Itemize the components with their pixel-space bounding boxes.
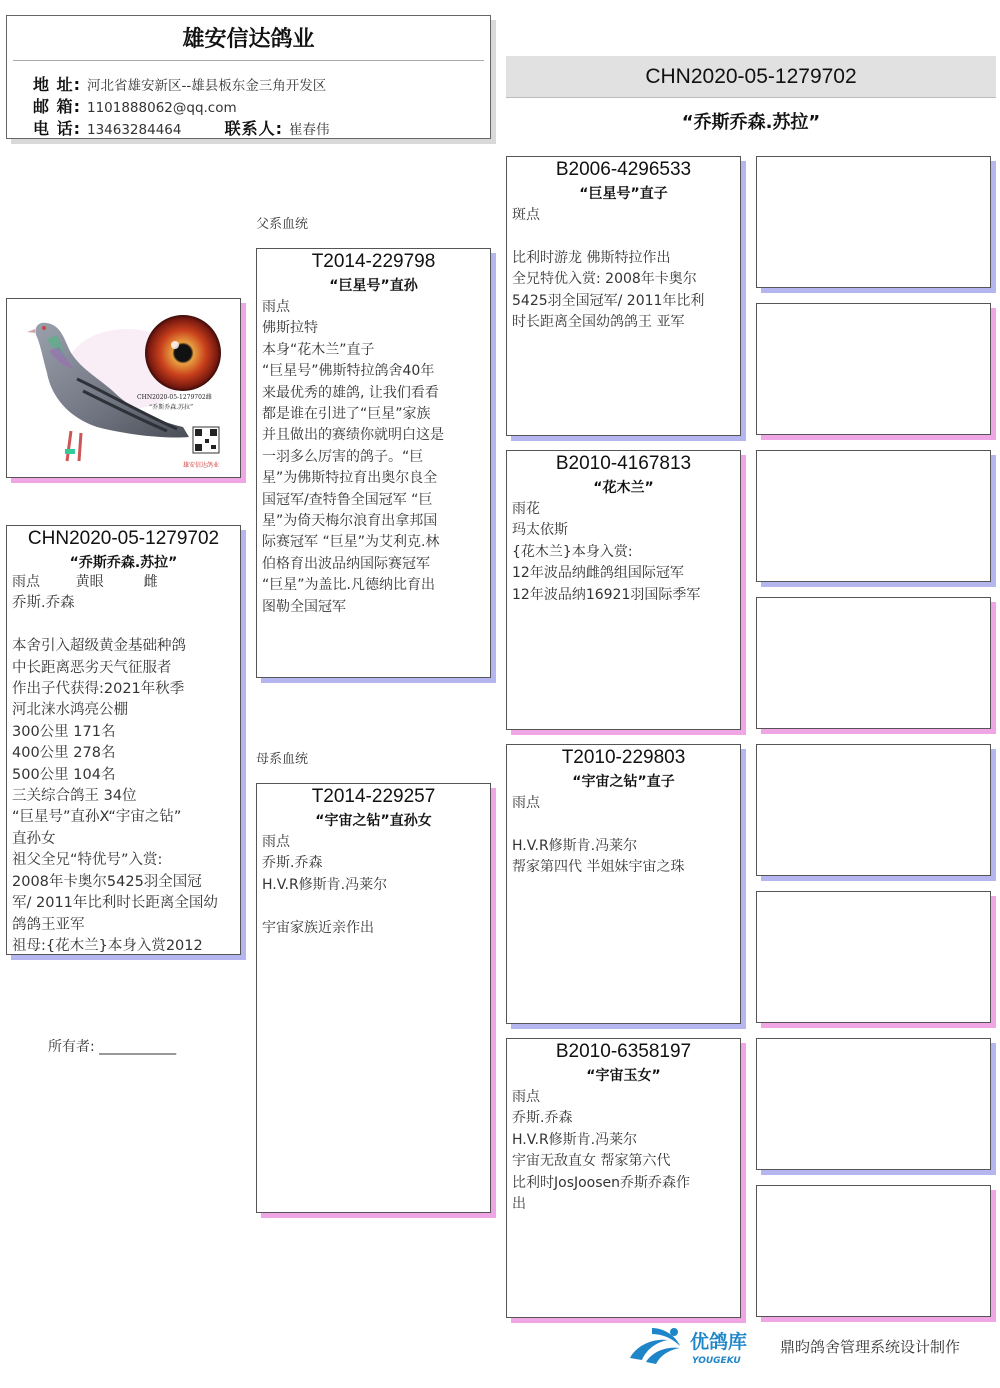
ggp-card-1 bbox=[756, 156, 991, 288]
subject-banner bbox=[506, 56, 996, 98]
pigeon-photo bbox=[7, 299, 241, 478]
ggp-card-2 bbox=[756, 303, 991, 435]
pigeon-photo-card bbox=[6, 298, 241, 478]
contact-value: 崔春伟 bbox=[288, 122, 330, 138]
pigeon-swirl-icon bbox=[622, 1318, 767, 1370]
sire-dam-card bbox=[506, 450, 741, 730]
footer-credit: 鼎昀鸽舍管理系统设计制作 bbox=[780, 1338, 961, 1356]
breeder-info-card bbox=[6, 15, 491, 139]
subject-name: “乔斯乔森.苏拉” bbox=[681, 112, 821, 133]
address-row bbox=[33, 72, 326, 95]
header-divider bbox=[13, 60, 484, 61]
yougeku-logo bbox=[622, 1318, 767, 1370]
photo-caption-name: “乔斯乔森.苏拉” bbox=[149, 404, 194, 411]
email-value[interactable]: 1101888062@qq.com bbox=[86, 100, 237, 116]
sire-card bbox=[256, 248, 491, 678]
address-value: 河北省雄安新区--雄县板东金三角开发区 bbox=[86, 78, 327, 94]
dam-sire-card bbox=[506, 744, 741, 1024]
photo-brand: 雄安信达鸽业 bbox=[183, 462, 220, 469]
dam-dam-ring: B2010-6358197 bbox=[555, 1041, 692, 1062]
sire-text: 雨点 佛斯拉特 本身“花木兰”直子 “巨星号”佛斯特拉鸽舍40年 来最优秀的雄鸽, 让我们看看 都是谁在引进了“巨星”家族 并且做出的赛绩你就明白这是 一羽多么厉害的鸽子。“巨 星”为佛斯特拉育出奥尔良全 国冠军/查特鲁全国冠军 “巨 星”为倚天梅尔浪育出拿邦国 际赛冠军 “巨星”为艾利克.林 伯格育出波品纳国际赛冠军 “巨星”为盖比.凡德纳比育出 图勒全国冠军 bbox=[262, 299, 444, 615]
dam-dam-card bbox=[506, 1038, 741, 1318]
logo-en: YOUGEKU bbox=[692, 1356, 741, 1366]
sire-sire-nick: “巨星号”直子 bbox=[579, 186, 668, 202]
ggp-card-8 bbox=[756, 1185, 991, 1317]
phone-value: 13463284464 bbox=[86, 122, 182, 138]
breeder-name: 雄安信达鸽业 bbox=[182, 27, 315, 52]
email-label: 邮 箱: bbox=[33, 97, 81, 116]
owner-field: 所有者: ___________ bbox=[48, 1039, 177, 1055]
dam-card bbox=[256, 783, 491, 1213]
ggp-card-6 bbox=[756, 891, 991, 1023]
dam-sire-text: 雨点 H.V.R修斯肯.冯莱尔 帮家第四代 半姐妹宇宙之珠 bbox=[512, 795, 685, 876]
ggp-card-3 bbox=[756, 450, 991, 582]
address-label: 地 址: bbox=[33, 75, 81, 94]
logo-cn: 优鸽库 bbox=[690, 1331, 748, 1353]
contact-label: 联系人: bbox=[224, 119, 283, 138]
ggp-card-7 bbox=[756, 1038, 991, 1170]
dam-dam-nick: “宇宙玉女” bbox=[586, 1068, 661, 1084]
dam-text: 雨点 乔斯.乔森 H.V.R修斯肯.冯莱尔 宇宙家族近亲作出 bbox=[262, 834, 388, 936]
subject-card-text: 乔斯.乔森 本舍引入超级黄金基础种鸽 中长距离恶劣天气征服者 作出子代获得:2021年秋季 河北涞水鸿亮公棚 300公里 171名 400公里 278名 500公里 104名 三关综合鸽王 34位 “巨星号”直孙X“宇宙之钻” 直孙女 祖父全兄“特优号”入赏: 2008年卡奥尔5425羽全国冠 军/ 2011年比利时长距离全国幼 鸽鸽王亚军 祖母:{花木兰}本身入赏2012 bbox=[12, 595, 218, 954]
sire-sire-card bbox=[506, 156, 741, 436]
subject-ring-number: CHN2020-05-1279702 bbox=[645, 65, 857, 88]
subject-card bbox=[6, 525, 241, 955]
sire-sire-text: 斑点 比利时游龙 佛斯特拉作出 全兄特优入赏: 2008年卡奥尔 5425羽全国冠军/ 2011年比利 时长距离全国幼鸽鸽王 亚军 bbox=[512, 207, 705, 331]
dam-sire-ring: T2010-229803 bbox=[561, 747, 686, 768]
dam-dam-text: 雨点 乔斯.乔森 H.V.R修斯肯.冯莱尔 宇宙无敌直女 帮家第六代 比利时JosJoosen乔斯乔森作 出 bbox=[512, 1089, 691, 1213]
dam-ring: T2014-229257 bbox=[311, 786, 436, 807]
photo-caption-ring: CHN2020-05-1279702雌 bbox=[137, 394, 212, 401]
ggp-card-5 bbox=[756, 744, 991, 876]
dam-nick: “宇宙之钻”直孙女 bbox=[315, 813, 432, 829]
sire-dam-text: 雨花 玛太依斯 {花木兰}本身入赏: 12年波品纳雌鸽组国际冠军 12年波品纳16921羽国际季军 bbox=[512, 501, 701, 603]
subject-card-ring: CHN2020-05-1279702 bbox=[27, 528, 220, 549]
email-row bbox=[33, 94, 237, 117]
dam-sire-nick: “宇宙之钻”直子 bbox=[572, 774, 675, 790]
sire-sire-ring: B2006-4296533 bbox=[555, 159, 692, 180]
subject-card-nick: “乔斯乔森.苏拉” bbox=[69, 555, 178, 571]
phone-label: 电 话: bbox=[33, 119, 81, 138]
phone-row bbox=[33, 116, 329, 139]
sire-dam-nick: “花木兰” bbox=[593, 480, 654, 496]
dam-side-label: 母系血统 bbox=[256, 752, 309, 767]
subject-card-attrs: 雨点 黄眼 雌 bbox=[12, 574, 158, 590]
sire-nick: “巨星号”直孙 bbox=[329, 278, 418, 294]
ggp-card-4 bbox=[756, 597, 991, 729]
sire-ring: T2014-229798 bbox=[311, 251, 436, 272]
sire-dam-ring: B2010-4167813 bbox=[555, 453, 692, 474]
sire-side-label: 父系血统 bbox=[256, 217, 309, 232]
